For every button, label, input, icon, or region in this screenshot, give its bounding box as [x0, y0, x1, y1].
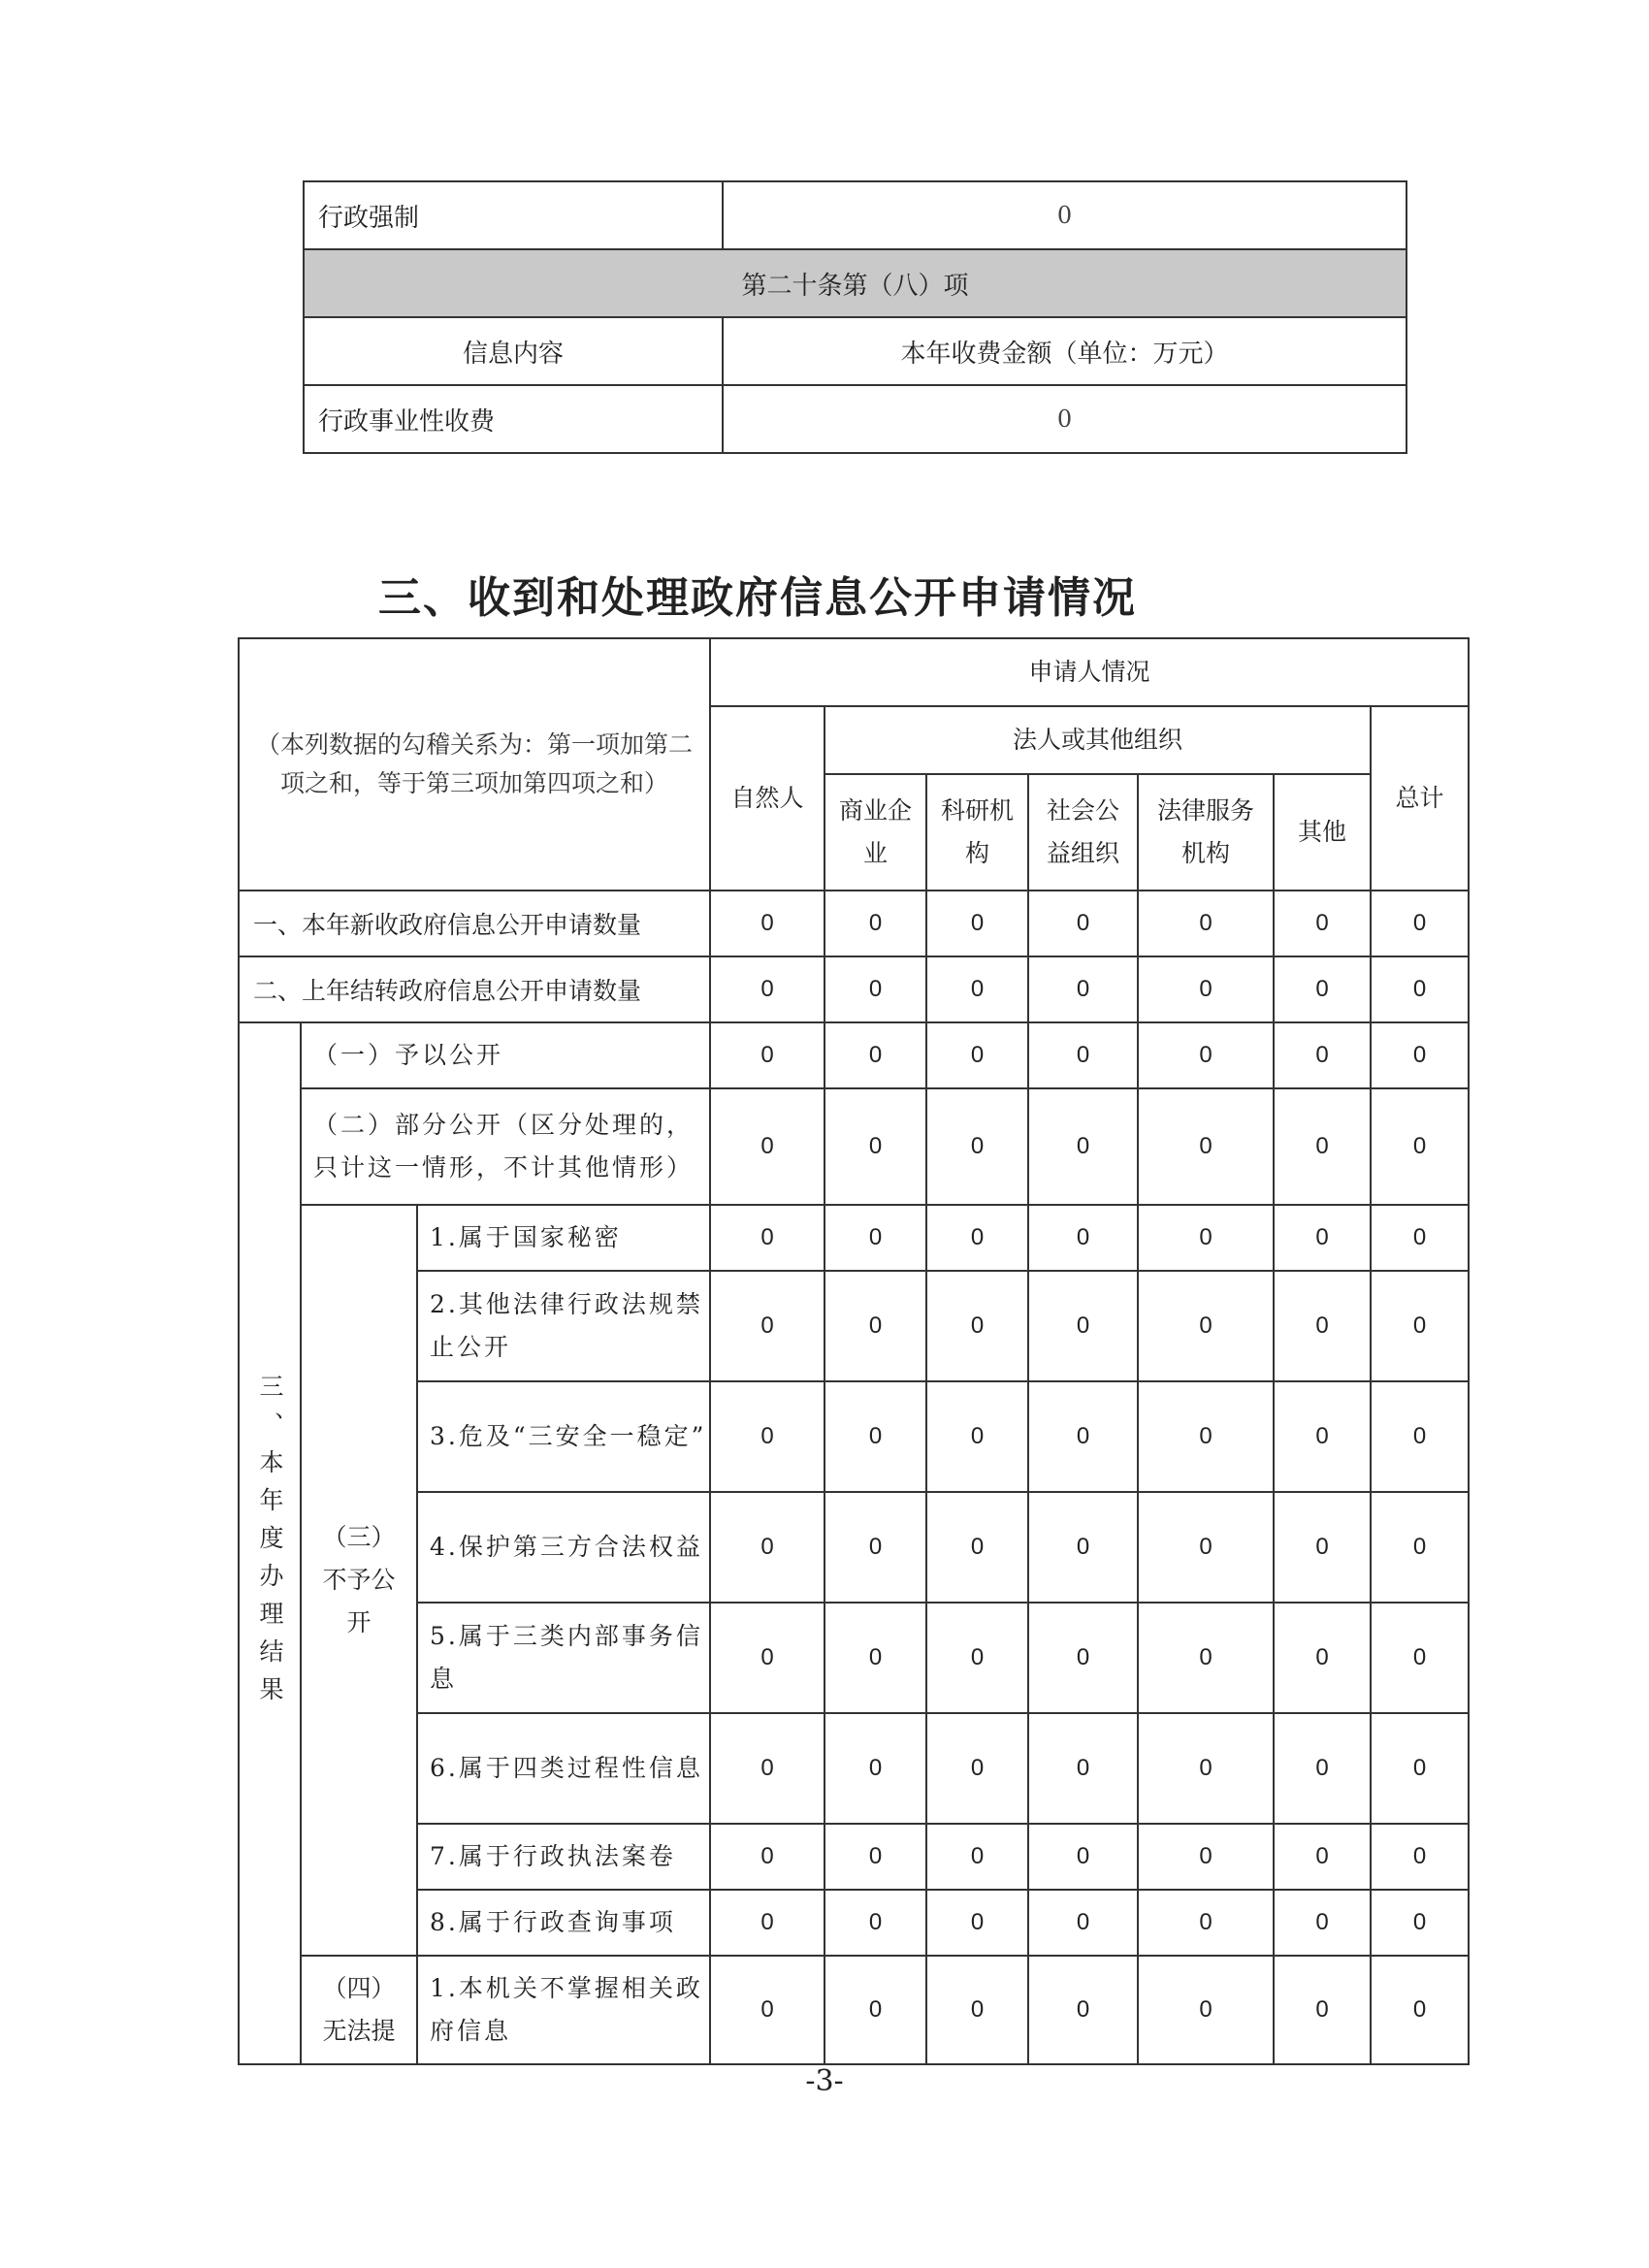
value-cell: 0	[1028, 1956, 1138, 2064]
table-row	[239, 1381, 1469, 1492]
value-cell: 0	[1138, 1713, 1274, 1824]
value-cell: 0	[1138, 1956, 1274, 2064]
value-cell: 0	[1371, 1603, 1469, 1713]
table-row	[239, 1603, 1469, 1713]
value-cell: 0	[824, 1824, 926, 1890]
value-cell: 0	[1371, 1271, 1469, 1381]
value-cell: 0	[1138, 1890, 1274, 1956]
row-label: 7.属于行政执法案卷	[417, 1824, 710, 1890]
value-cell: 0	[926, 1824, 1028, 1890]
deny-group-label: （三）不予公开	[301, 1205, 417, 1956]
value-cell: 0	[1371, 1205, 1469, 1271]
value-cell: 0	[1138, 1492, 1274, 1603]
row-label: 5.属于三类内部事务信息	[417, 1603, 710, 1713]
table-row	[304, 249, 1406, 317]
value-cell: 0	[824, 1956, 926, 2064]
value-cell: 0	[710, 1492, 824, 1603]
value-cell: 0	[1371, 1824, 1469, 1890]
legal-col-header: 其他	[1274, 774, 1371, 891]
value-cell: 0	[1028, 1022, 1138, 1088]
row-label: 4.保护第三方合法权益	[417, 1492, 710, 1603]
value-cell: 0	[926, 1603, 1028, 1713]
table-row	[239, 1824, 1469, 1890]
section-header: 第二十条第（八）项	[304, 249, 1406, 317]
row-label: 二、上年结转政府信息公开申请数量	[239, 956, 710, 1022]
row-label: 6.属于四类过程性信息	[417, 1713, 710, 1824]
table-row	[239, 1492, 1469, 1603]
value-cell: 0	[1274, 1205, 1371, 1271]
row-label: 1.属于国家秘密	[417, 1205, 710, 1271]
value-cell: 0	[1371, 891, 1469, 956]
value-cell: 0	[1371, 1713, 1469, 1824]
value-cell: 0	[710, 1088, 824, 1205]
page-number: -3-	[805, 2064, 844, 2098]
value-cell: 0	[1274, 1890, 1371, 1956]
value-cell: 0	[1028, 1713, 1138, 1824]
value-cell: 0	[1274, 891, 1371, 956]
unable-group-label: （四）无法提	[301, 1956, 417, 2064]
value-cell: 0	[1028, 956, 1138, 1022]
table-row	[239, 1713, 1469, 1824]
row-value: 0	[723, 181, 1406, 249]
row-label: 2.其他法律行政法规禁止公开	[417, 1271, 710, 1381]
value-cell: 0	[824, 891, 926, 956]
value-cell: 0	[824, 1381, 926, 1492]
value-cell: 0	[1138, 1271, 1274, 1381]
value-cell: 0	[1371, 1890, 1469, 1956]
value-cell: 0	[1274, 1956, 1371, 2064]
value-cell: 0	[926, 1205, 1028, 1271]
value-cell: 0	[1028, 1824, 1138, 1890]
value-cell: 0	[1274, 1088, 1371, 1205]
legal-group-header: 法人或其他组织	[824, 706, 1371, 774]
value-cell: 0	[926, 1022, 1028, 1088]
column-header: 信息内容	[304, 317, 723, 385]
value-cell: 0	[1028, 1205, 1138, 1271]
table-row	[239, 638, 1469, 706]
value-cell: 0	[710, 1271, 824, 1381]
value-cell: 0	[926, 1381, 1028, 1492]
table-row	[304, 385, 1406, 453]
value-cell: 0	[1371, 1088, 1469, 1205]
legal-col-header: 法律服务机构	[1138, 774, 1274, 891]
table-row	[304, 181, 1406, 249]
value-cell: 0	[1028, 1603, 1138, 1713]
row-label: 3.危及“三安全一稳定”	[417, 1381, 710, 1492]
value-cell: 0	[1138, 1381, 1274, 1492]
value-cell: 0	[824, 1603, 926, 1713]
value-cell: 0	[824, 956, 926, 1022]
value-cell: 0	[1371, 1022, 1469, 1088]
table-row	[239, 891, 1469, 956]
value-cell: 0	[926, 956, 1028, 1022]
total-header: 总计	[1371, 706, 1469, 891]
value-cell: 0	[926, 1713, 1028, 1824]
value-cell: 0	[710, 1713, 824, 1824]
value-cell: 0	[824, 1205, 926, 1271]
value-cell: 0	[1274, 1492, 1371, 1603]
value-cell: 0	[824, 1088, 926, 1205]
value-cell: 0	[710, 1022, 824, 1088]
row-label: （二）部分公开（区分处理的，只计这一情形，不计其他情形）	[301, 1088, 710, 1205]
legal-col-header: 科研机构	[926, 774, 1028, 891]
value-cell: 0	[1138, 1205, 1274, 1271]
value-cell: 0	[1028, 1890, 1138, 1956]
value-cell: 0	[1371, 1956, 1469, 2064]
value-cell: 0	[1274, 1824, 1371, 1890]
value-cell: 0	[824, 1492, 926, 1603]
value-cell: 0	[824, 1271, 926, 1381]
value-cell: 0	[1028, 1271, 1138, 1381]
table-row	[239, 1022, 1469, 1088]
row-label: 行政事业性收费	[304, 385, 723, 453]
value-cell: 0	[824, 1022, 926, 1088]
value-cell: 0	[1274, 1381, 1371, 1492]
value-cell: 0	[926, 1492, 1028, 1603]
value-cell: 0	[824, 1890, 926, 1956]
value-cell: 0	[1138, 1824, 1274, 1890]
row-label: 一、本年新收政府信息公开申请数量	[239, 891, 710, 956]
value-cell: 0	[1274, 956, 1371, 1022]
value-cell: 0	[710, 1956, 824, 2064]
table-row	[239, 1271, 1469, 1381]
column-header: 本年收费金额（单位：万元）	[723, 317, 1406, 385]
section-heading: 三、收到和处理政府信息公开申请情况	[378, 573, 1137, 623]
value-cell: 0	[926, 1890, 1028, 1956]
value-cell: 0	[1138, 1603, 1274, 1713]
table-row	[239, 1890, 1469, 1956]
applications-table	[238, 637, 1470, 2065]
table-row	[239, 1088, 1469, 1205]
value-cell: 0	[710, 1890, 824, 1956]
value-cell: 0	[1138, 891, 1274, 956]
row-label: （一）予以公开	[301, 1022, 710, 1088]
row-label: 行政强制	[304, 181, 723, 249]
legal-col-header: 商业企业	[824, 774, 926, 891]
value-cell: 0	[1138, 956, 1274, 1022]
value-cell: 0	[710, 891, 824, 956]
value-cell: 0	[1028, 891, 1138, 956]
value-cell: 0	[710, 956, 824, 1022]
value-cell: 0	[710, 1381, 824, 1492]
row-label: 8.属于行政查询事项	[417, 1890, 710, 1956]
value-cell: 0	[1371, 1492, 1469, 1603]
value-cell: 0	[926, 1088, 1028, 1205]
fees-table	[303, 180, 1407, 454]
value-cell: 0	[1274, 1271, 1371, 1381]
value-cell: 0	[1274, 1022, 1371, 1088]
column-note: （本列数据的勾稽关系为：第一项加第二项之和，等于第三项加第四项之和）	[239, 638, 710, 891]
natural-person-header: 自然人	[710, 706, 824, 891]
value-cell: 0	[1371, 1381, 1469, 1492]
row-label: 1.本机关不掌握相关政府信息	[417, 1956, 710, 2064]
legal-col-header: 社会公益组织	[1028, 774, 1138, 891]
value-cell: 0	[1371, 956, 1469, 1022]
table-row	[239, 1956, 1469, 2064]
value-cell: 0	[926, 1956, 1028, 2064]
value-cell: 0	[1028, 1381, 1138, 1492]
value-cell: 0	[926, 891, 1028, 956]
value-cell: 0	[710, 1824, 824, 1890]
table-row	[239, 1205, 1469, 1271]
value-cell: 0	[1274, 1713, 1371, 1824]
section3-label: 三、本年度办理结果	[239, 1022, 301, 2064]
value-cell: 0	[824, 1713, 926, 1824]
value-cell: 0	[1138, 1088, 1274, 1205]
value-cell: 0	[1028, 1492, 1138, 1603]
table-row	[239, 956, 1469, 1022]
row-value: 0	[723, 385, 1406, 453]
value-cell: 0	[926, 1271, 1028, 1381]
table-row	[304, 317, 1406, 385]
value-cell: 0	[710, 1603, 824, 1713]
value-cell: 0	[1138, 1022, 1274, 1088]
value-cell: 0	[1274, 1603, 1371, 1713]
value-cell: 0	[710, 1205, 824, 1271]
applicant-header: 申请人情况	[710, 638, 1469, 706]
value-cell: 0	[1028, 1088, 1138, 1205]
